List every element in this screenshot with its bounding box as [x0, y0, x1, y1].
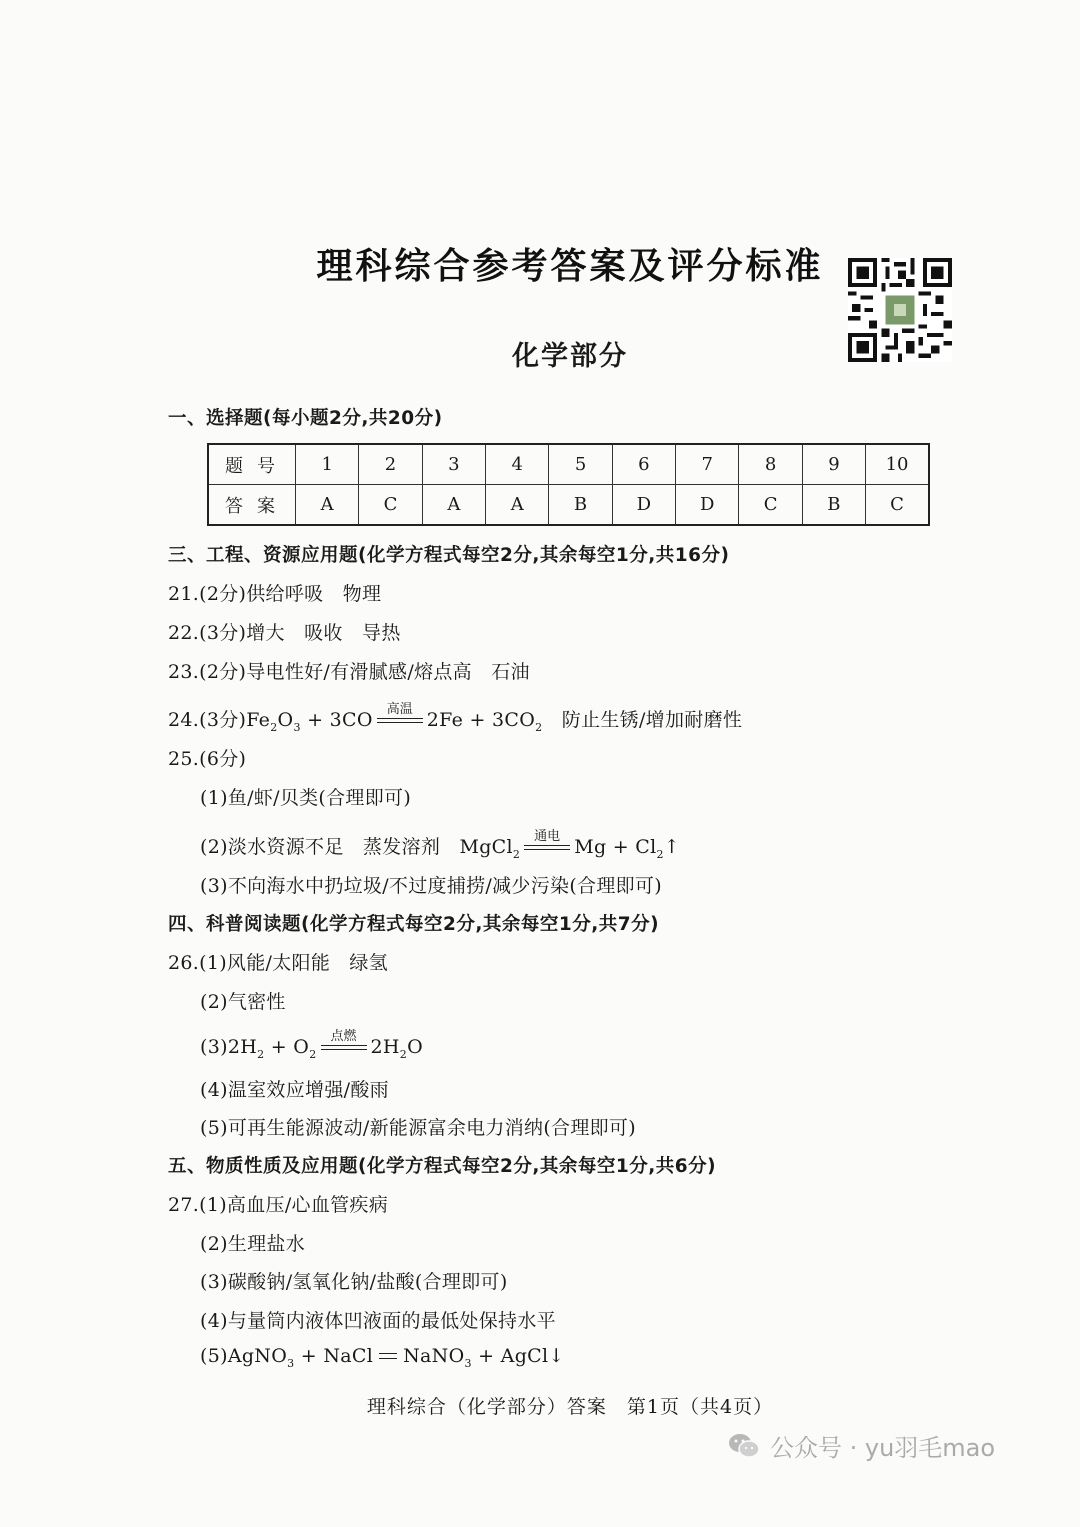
equation-left: $2H_2 + O_2$ [227, 1036, 317, 1061]
answer-line: 23.(2分)导电性好/有滑腻感/熔点高 石油 [168, 661, 530, 683]
question-label: (3) [200, 1036, 228, 1058]
table-cell: 10 [866, 444, 929, 485]
table-cell: B [802, 485, 865, 526]
equation-left: AgNO$_3$ + NaCl [227, 1345, 374, 1370]
table-cell: 1 [296, 444, 359, 485]
answer-line [200, 829, 681, 861]
question-label: (5) [200, 1345, 228, 1367]
table-cell: D [612, 485, 675, 526]
answer-line: (3)碳酸钠/氢氧化钠/盐酸(合理即可) [200, 1271, 508, 1293]
reaction-arrow [321, 1029, 367, 1055]
reaction-condition: 通电 [534, 829, 561, 844]
answer-table [207, 443, 930, 526]
table-row-answers [208, 485, 929, 526]
table-cell: C [739, 485, 802, 526]
answer-line: 25.(6分) [168, 748, 247, 770]
section-heading-properties: 五、物质性质及应用题(化学方程式每空2分,其余每空1分,共6分) [168, 1156, 717, 1177]
answer-line [200, 1029, 423, 1061]
table-cell: D [676, 485, 739, 526]
table-cell: A [296, 485, 359, 526]
answer-line: (4)与量筒内液体凹液面的最低处保持水平 [200, 1310, 556, 1332]
table-cell: A [486, 485, 549, 526]
page-title: 理科综合参考答案及评分标准 [316, 246, 824, 287]
watermark [728, 1428, 995, 1463]
page-footer: 理科综合（化学部分）答案 第1页（共4页） [366, 1396, 774, 1418]
table-cell: 7 [676, 444, 739, 485]
answer-line: 27.(1)高血压/心血管疾病 [168, 1194, 389, 1216]
table-cell: A [422, 485, 485, 526]
watermark-text: 公众号 · yu羽毛mao [770, 1434, 996, 1462]
answer-line: 21.(2分)供给呼吸 物理 [168, 583, 382, 605]
reaction-arrow [377, 702, 423, 728]
answer-line: (5)可再生能源波动/新能源富余电力消纳(合理即可) [200, 1117, 636, 1139]
answer-line [200, 1345, 565, 1370]
table-cell: 6 [612, 444, 675, 485]
row-header-answer: 答案 [208, 485, 296, 526]
equation-right: $2Fe + 3CO_2$ [426, 709, 543, 734]
answer-text: (2)淡水资源不足 蒸发溶剂 [200, 836, 441, 858]
reaction-arrow [524, 829, 570, 855]
table-cell: 8 [739, 444, 802, 485]
answer-line: (1)鱼/虾/贝类(合理即可) [200, 787, 412, 809]
reaction-condition: 点燃 [330, 1029, 357, 1044]
answer-line: (4)温室效应增强/酸雨 [200, 1079, 389, 1101]
row-header-number: 题号 [208, 444, 296, 485]
section-heading-choice: 一、选择题(每小题2分,共20分) [168, 408, 443, 429]
answer-line: (2)气密性 [200, 991, 286, 1013]
section-title: 化学部分 [512, 341, 628, 372]
equation-right: $Mg + Cl_2↑$ [574, 836, 681, 861]
table-cell: 4 [486, 444, 549, 485]
equation-right: NaNO$_3$ + AgCl↓ [403, 1345, 565, 1370]
qr-code-icon [848, 258, 952, 362]
answer-line: (2)生理盐水 [200, 1233, 306, 1255]
answer-line: (3)不向海水中扔垃圾/不过度捕捞/减少污染(合理即可) [200, 875, 662, 897]
equation-left: MgCl$_2$ [459, 836, 521, 861]
table-cell: B [549, 485, 612, 526]
table-cell: 2 [359, 444, 422, 485]
section-heading-reading: 四、科普阅读题(化学方程式每空2分,其余每空1分,共7分) [168, 914, 660, 935]
question-label: 24.(3分) [168, 709, 247, 731]
equation-right: $2H_2O$ [370, 1036, 423, 1061]
equals-sign [379, 1353, 397, 1361]
equation-left: $Fe_2O_3 + 3CO$ [246, 709, 373, 734]
answer-line [168, 702, 743, 734]
table-cell: 5 [549, 444, 612, 485]
reaction-condition: 高温 [386, 702, 413, 717]
wechat-icon [728, 1433, 760, 1459]
table-cell: 9 [802, 444, 865, 485]
section-heading-engineering: 三、工程、资源应用题(化学方程式每空2分,其余每空1分,共16分) [168, 545, 730, 566]
table-cell: 3 [422, 444, 485, 485]
answer-line: 26.(1)风能/太阳能 绿氢 [168, 952, 389, 974]
answer-line: 22.(3分)增大 吸收 导热 [168, 622, 401, 644]
table-cell: C [866, 485, 929, 526]
table-row-numbers [208, 444, 929, 485]
table-cell: C [359, 485, 422, 526]
answer-text: 防止生锈/增加耐磨性 [561, 709, 743, 731]
